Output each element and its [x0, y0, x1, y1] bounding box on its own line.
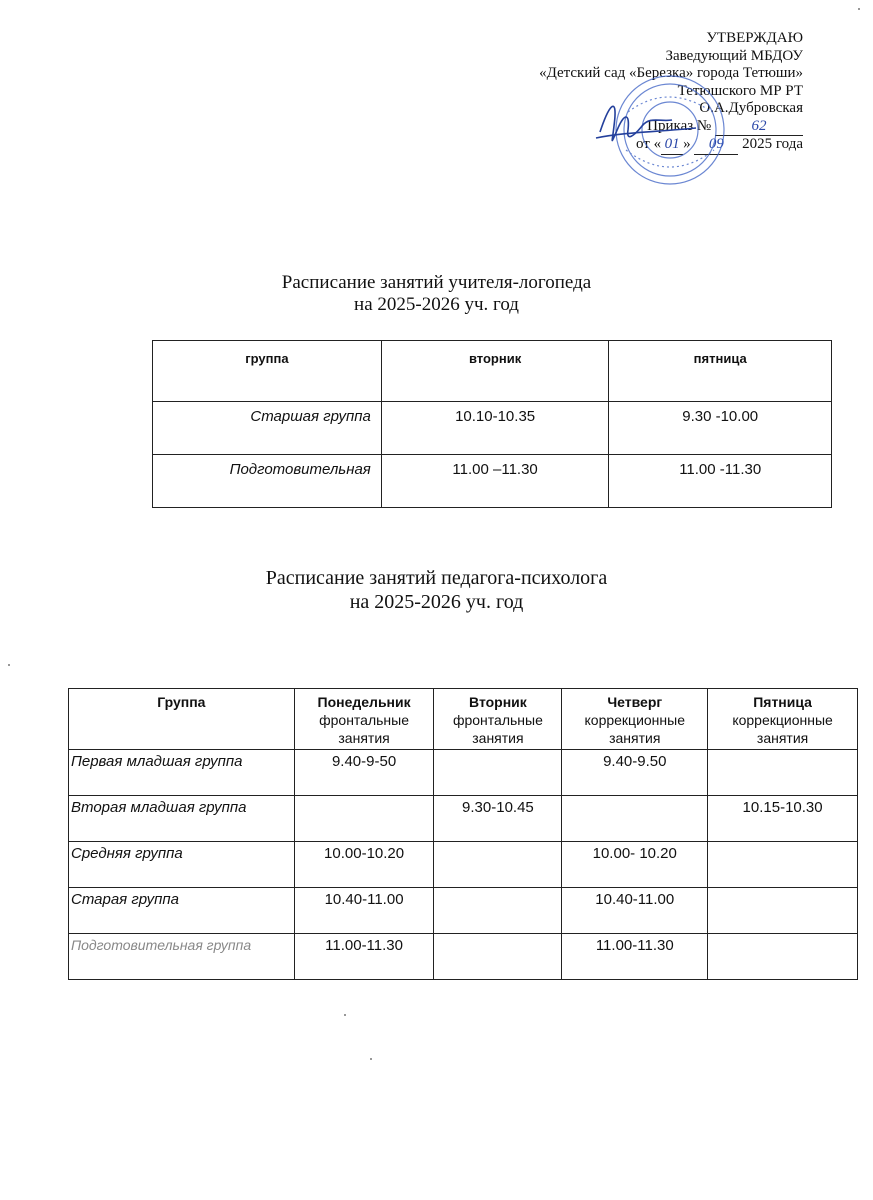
scan-speck	[858, 8, 860, 10]
time-cell	[434, 750, 562, 796]
psychologist-title-line2: на 2025-2026 уч. год	[349, 591, 524, 613]
speech-therapist-table	[152, 340, 832, 508]
table-row	[69, 934, 858, 980]
time-cell: 10.10-10.35	[381, 402, 609, 455]
header-friday	[708, 689, 858, 750]
speech-therapist-title-line2: на 2025-2026 уч. год	[354, 294, 519, 315]
header-tuesday	[434, 689, 562, 750]
time-cell	[294, 796, 434, 842]
time-cell	[708, 934, 858, 980]
table-row	[69, 750, 858, 796]
approval-district: Тетюшского МР РТ	[677, 82, 803, 99]
approval-date-day: 01	[661, 136, 683, 155]
time-cell: 10.00-10.20	[294, 842, 434, 888]
approval-order-line	[539, 118, 803, 137]
psychologist-title-line1: Расписание занятий педагога-психолога	[265, 567, 608, 589]
time-cell	[434, 842, 562, 888]
table-row	[153, 455, 832, 508]
header-title: Пятница	[753, 694, 812, 710]
header-title: Четверг	[607, 694, 663, 710]
group-name-cell: Первая младшая группа	[69, 750, 295, 796]
header-friday: пятница	[609, 341, 832, 402]
time-cell: 10.00- 10.20	[562, 842, 708, 888]
approval-position: Заведующий МБДОУ	[665, 47, 803, 64]
table-row	[153, 402, 832, 455]
approval-date-line: от « 01 » 09 2025 года	[539, 136, 803, 155]
header-title: Понедельник	[317, 694, 411, 710]
header-subtitle: фронтальные занятия	[452, 712, 543, 746]
group-name-cell: Подготовительная	[153, 455, 382, 508]
speech-therapist-title-line1: Расписание занятий учителя-логопеда	[281, 272, 592, 293]
time-cell: 10.40-11.00	[294, 888, 434, 934]
header-subtitle: фронтальные занятия	[319, 712, 410, 746]
time-cell: 10.40-11.00	[562, 888, 708, 934]
header-monday	[294, 689, 434, 750]
scan-speck	[344, 1014, 346, 1016]
header-thursday	[562, 689, 708, 750]
header-subtitle: коррекционные занятия	[732, 712, 833, 746]
header-subtitle: коррекционные занятия	[584, 712, 685, 746]
time-cell: 11.00-11.30	[562, 934, 708, 980]
group-name-cell: Подготовительная группа	[69, 934, 295, 980]
table-row	[69, 796, 858, 842]
header-title: Группа	[157, 694, 206, 710]
time-cell: 11.00 –11.30	[381, 455, 609, 508]
header-group: группа	[153, 341, 382, 402]
header-group	[69, 689, 295, 750]
group-name-cell: Старая группа	[69, 888, 295, 934]
psychologist-title	[0, 566, 873, 614]
scan-speck	[370, 1058, 372, 1060]
time-cell: 9.40-9.50	[562, 750, 708, 796]
header-title: Вторник	[469, 694, 527, 710]
time-cell: 10.15-10.30	[708, 796, 858, 842]
approval-order-number: 62	[715, 118, 803, 137]
approval-date-year: 2025 года	[742, 136, 803, 152]
group-name-cell: Средняя группа	[69, 842, 295, 888]
approval-signatory: О.А.Дубровская	[699, 100, 803, 116]
header-tuesday: вторник	[381, 341, 609, 402]
group-name-cell: Вторая младшая группа	[69, 796, 295, 842]
time-cell: 11.00-11.30	[294, 934, 434, 980]
table-header-row	[69, 689, 858, 750]
table-row	[69, 842, 858, 888]
time-cell: 11.00 -11.30	[609, 455, 832, 508]
time-cell	[562, 796, 708, 842]
time-cell	[434, 888, 562, 934]
time-cell	[708, 750, 858, 796]
time-cell: 9.30 -10.00	[609, 402, 832, 455]
time-cell	[708, 888, 858, 934]
approval-date-month: 09	[694, 136, 738, 155]
approval-heading: УТВЕРЖДАЮ	[706, 30, 803, 46]
table-row	[69, 888, 858, 934]
approval-block	[539, 30, 803, 155]
time-cell: 9.40-9-50	[294, 750, 434, 796]
group-name-cell: Старшая группа	[153, 402, 382, 455]
time-cell	[708, 842, 858, 888]
time-cell	[434, 934, 562, 980]
scan-speck	[8, 664, 10, 666]
table-header-row	[153, 341, 832, 402]
approval-order-label: Приказ №	[647, 117, 712, 134]
approval-organization: «Детский сад «Березка» города Тетюши»	[539, 65, 803, 81]
psychologist-table	[68, 688, 858, 980]
time-cell: 9.30-10.45	[434, 796, 562, 842]
approval-date-prefix: от «	[636, 136, 662, 152]
speech-therapist-title	[0, 272, 873, 316]
